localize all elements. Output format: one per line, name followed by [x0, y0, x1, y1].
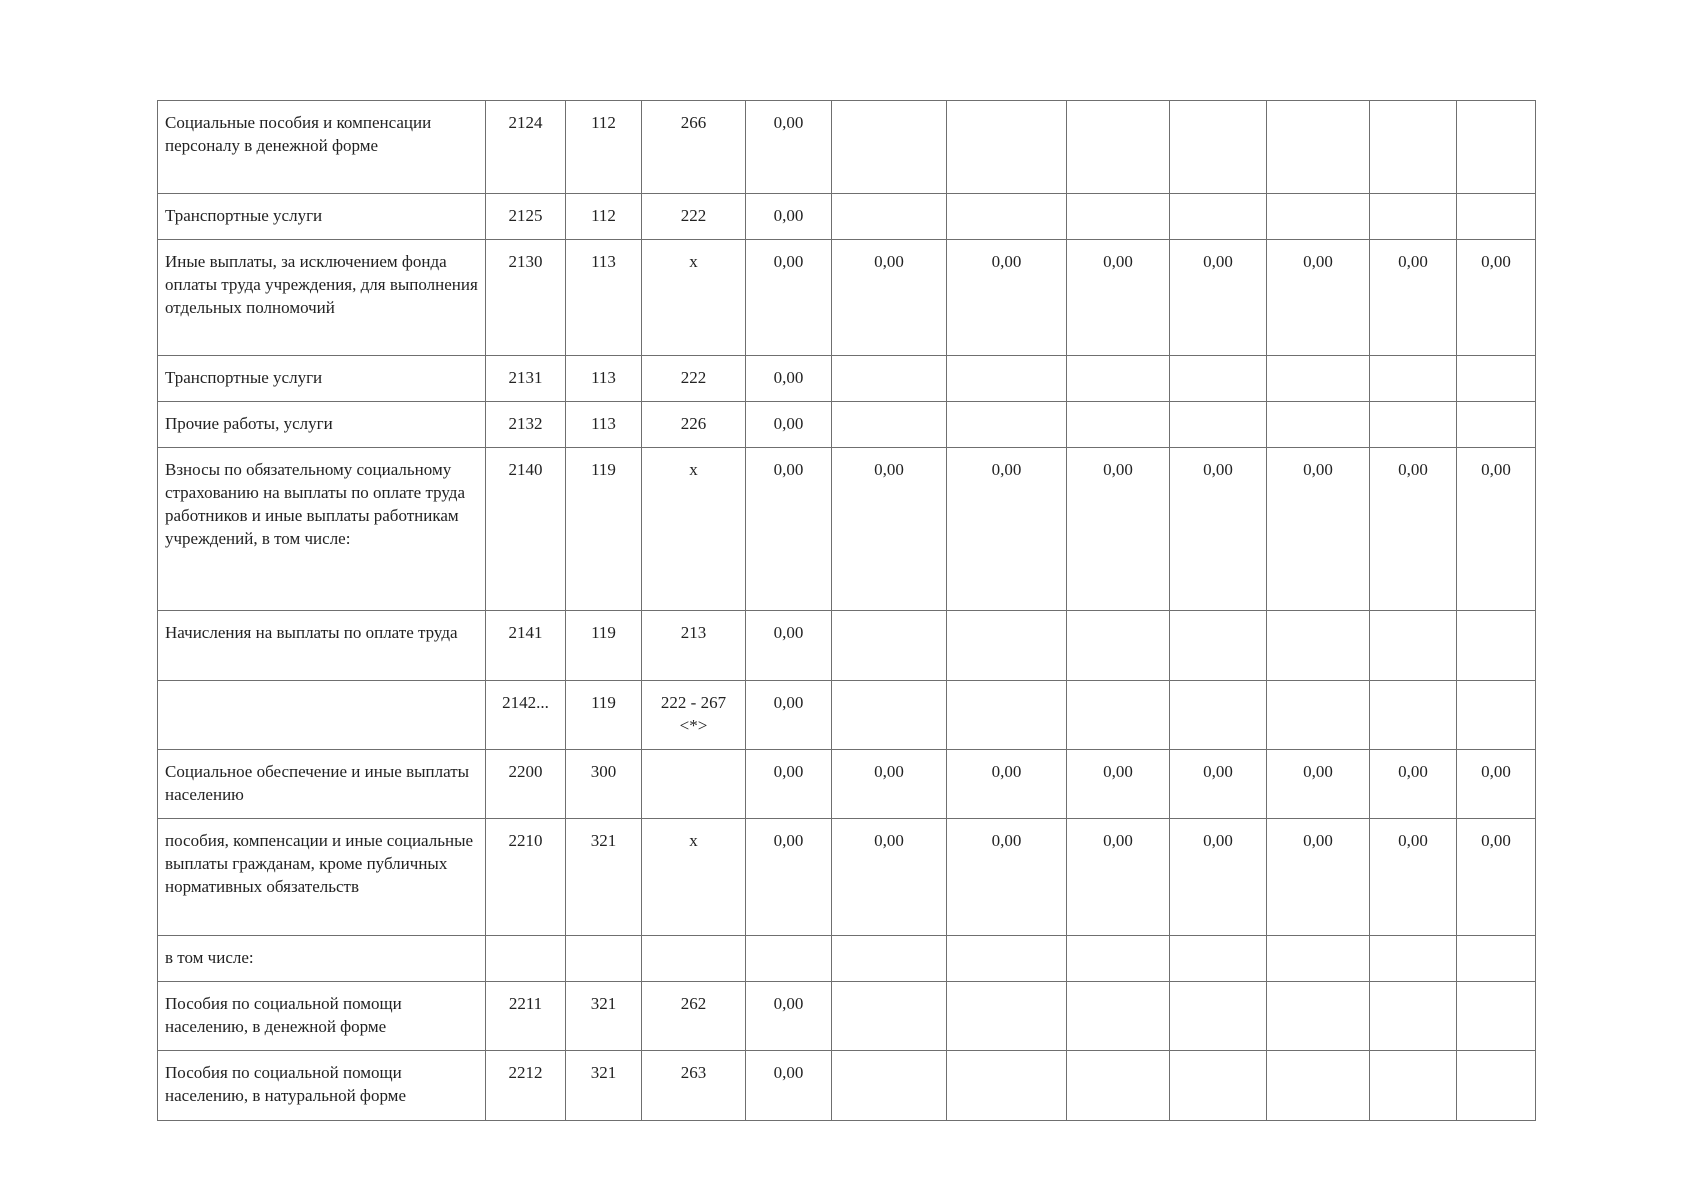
amount-cell: 0,00 [1170, 448, 1267, 611]
table-row [158, 356, 1536, 402]
amount-cell [1267, 402, 1370, 448]
amount-cell [1170, 681, 1267, 750]
amount-cell: 0,00 [746, 611, 832, 681]
amount-cell [1170, 356, 1267, 402]
amount-cell [947, 1051, 1067, 1121]
amount-cell: 0,00 [1067, 750, 1170, 819]
amount-cell [1267, 356, 1370, 402]
amount-cell: 0,00 [1370, 240, 1457, 356]
amount-cell [1370, 194, 1457, 240]
expense-code-cell: 300 [566, 750, 642, 819]
amount-cell: 0,00 [1170, 240, 1267, 356]
amount-cell [947, 402, 1067, 448]
amount-cell: 0,00 [1067, 240, 1170, 356]
amount-cell: 0,00 [1267, 448, 1370, 611]
amount-cell [1067, 194, 1170, 240]
amount-cell: 0,00 [1370, 448, 1457, 611]
amount-cell [1170, 611, 1267, 681]
amount-cell: 0,00 [1067, 448, 1170, 611]
amount-cell [947, 101, 1067, 194]
line-code-cell [486, 936, 566, 982]
amount-cell [832, 982, 947, 1051]
kosgu-cell: 222 - 267 <*> [642, 681, 746, 750]
amount-cell: 0,00 [746, 448, 832, 611]
row-name-cell: Начисления на выплаты по оплате труда [158, 611, 486, 681]
kosgu-cell [642, 750, 746, 819]
row-name-cell: Прочие работы, услуги [158, 402, 486, 448]
amount-cell: 0,00 [746, 750, 832, 819]
amount-cell [1457, 101, 1536, 194]
amount-cell: 0,00 [1457, 240, 1536, 356]
amount-cell [1370, 402, 1457, 448]
amount-cell [1370, 101, 1457, 194]
amount-cell: 0,00 [1170, 819, 1267, 936]
kosgu-cell: 222 [642, 356, 746, 402]
amount-cell [1267, 101, 1370, 194]
row-name-cell: пособия, компенсации и иные социальные выплаты гражданам, кроме публичных нормативных обязательств [158, 819, 486, 936]
amount-cell: 0,00 [1457, 750, 1536, 819]
amount-cell [1170, 936, 1267, 982]
amount-cell [1170, 982, 1267, 1051]
amount-cell [832, 681, 947, 750]
amount-cell [832, 402, 947, 448]
amount-cell [1067, 101, 1170, 194]
amount-cell [1067, 982, 1170, 1051]
line-code-cell: 2131 [486, 356, 566, 402]
amount-cell [832, 936, 947, 982]
table-row [158, 101, 1536, 194]
amount-cell [746, 936, 832, 982]
amount-cell [947, 194, 1067, 240]
amount-cell [1267, 681, 1370, 750]
amount-cell [832, 356, 947, 402]
amount-cell [832, 101, 947, 194]
kosgu-cell: x [642, 240, 746, 356]
amount-cell [1267, 1051, 1370, 1121]
amount-cell [1370, 611, 1457, 681]
line-code-cell: 2210 [486, 819, 566, 936]
amount-cell: 0,00 [1370, 750, 1457, 819]
table-row [158, 750, 1536, 819]
row-name-cell: Социальное обеспечение и иные выплаты населению [158, 750, 486, 819]
line-code-cell: 2132 [486, 402, 566, 448]
amount-cell: 0,00 [746, 819, 832, 936]
kosgu-cell: 213 [642, 611, 746, 681]
kosgu-cell: 262 [642, 982, 746, 1051]
amount-cell [1267, 194, 1370, 240]
table-body [158, 101, 1536, 1121]
amount-cell [947, 681, 1067, 750]
row-name-cell: в том числе: [158, 936, 486, 982]
expense-code-cell: 112 [566, 101, 642, 194]
amount-cell [1457, 936, 1536, 982]
line-code-cell: 2124 [486, 101, 566, 194]
kosgu-cell: 226 [642, 402, 746, 448]
expense-code-cell: 321 [566, 982, 642, 1051]
amount-cell [947, 936, 1067, 982]
amount-cell [1457, 611, 1536, 681]
amount-cell [1067, 681, 1170, 750]
amount-cell: 0,00 [1267, 750, 1370, 819]
budget-table [157, 100, 1536, 1121]
table-row [158, 240, 1536, 356]
row-name-cell: Взносы по обязательному социальному страхованию на выплаты по оплате труда работников и иные выплаты работникам учреждений, в том числе: [158, 448, 486, 611]
row-name-cell: Пособия по социальной помощи населению, в натуральной форме [158, 1051, 486, 1121]
table-row [158, 611, 1536, 681]
amount-cell: 0,00 [746, 194, 832, 240]
amount-cell [1267, 982, 1370, 1051]
expense-code-cell: 119 [566, 448, 642, 611]
amount-cell [1457, 194, 1536, 240]
amount-cell [1067, 1051, 1170, 1121]
kosgu-cell: 266 [642, 101, 746, 194]
amount-cell: 0,00 [832, 750, 947, 819]
line-code-cell: 2142... [486, 681, 566, 750]
table-row [158, 1051, 1536, 1121]
amount-cell [1170, 402, 1267, 448]
amount-cell [1267, 936, 1370, 982]
expense-code-cell: 321 [566, 1051, 642, 1121]
row-name-cell: Транспортные услуги [158, 356, 486, 402]
row-name-cell: Транспортные услуги [158, 194, 486, 240]
expense-code-cell: 321 [566, 819, 642, 936]
amount-cell [1457, 681, 1536, 750]
row-name-cell: Иные выплаты, за исключением фонда оплаты труда учреждения, для выполнения отдельных полномочий [158, 240, 486, 356]
amount-cell: 0,00 [746, 356, 832, 402]
kosgu-cell: 222 [642, 194, 746, 240]
table-row [158, 982, 1536, 1051]
amount-cell [832, 611, 947, 681]
kosgu-cell: x [642, 448, 746, 611]
amount-cell [1170, 194, 1267, 240]
table-row [158, 194, 1536, 240]
line-code-cell: 2200 [486, 750, 566, 819]
amount-cell [1267, 611, 1370, 681]
amount-cell: 0,00 [1170, 750, 1267, 819]
amount-cell: 0,00 [746, 982, 832, 1051]
row-name-cell: Социальные пособия и компенсации персоналу в денежной форме [158, 101, 486, 194]
amount-cell [1170, 1051, 1267, 1121]
expense-code-cell: 113 [566, 356, 642, 402]
amount-cell [1457, 402, 1536, 448]
amount-cell [1067, 402, 1170, 448]
row-name-cell: Пособия по социальной помощи населению, в денежной форме [158, 982, 486, 1051]
amount-cell: 0,00 [947, 819, 1067, 936]
line-code-cell: 2211 [486, 982, 566, 1051]
amount-cell: 0,00 [1267, 240, 1370, 356]
amount-cell [1067, 356, 1170, 402]
amount-cell [1067, 611, 1170, 681]
expense-code-cell: 113 [566, 240, 642, 356]
expense-code-cell: 113 [566, 402, 642, 448]
amount-cell [1370, 936, 1457, 982]
amount-cell [1170, 101, 1267, 194]
amount-cell: 0,00 [947, 448, 1067, 611]
amount-cell [1370, 1051, 1457, 1121]
amount-cell [947, 356, 1067, 402]
amount-cell [832, 1051, 947, 1121]
line-code-cell: 2212 [486, 1051, 566, 1121]
amount-cell: 0,00 [832, 448, 947, 611]
expense-code-cell [566, 936, 642, 982]
table-row [158, 448, 1536, 611]
amount-cell [1370, 982, 1457, 1051]
amount-cell: 0,00 [1457, 819, 1536, 936]
amount-cell: 0,00 [746, 681, 832, 750]
amount-cell [947, 611, 1067, 681]
amount-cell [832, 194, 947, 240]
amount-cell: 0,00 [947, 750, 1067, 819]
amount-cell [1457, 982, 1536, 1051]
table-row [158, 681, 1536, 750]
amount-cell: 0,00 [746, 402, 832, 448]
amount-cell: 0,00 [947, 240, 1067, 356]
kosgu-cell: x [642, 819, 746, 936]
amount-cell [1370, 681, 1457, 750]
expense-code-cell: 112 [566, 194, 642, 240]
amount-cell [1457, 1051, 1536, 1121]
line-code-cell: 2140 [486, 448, 566, 611]
amount-cell [1457, 356, 1536, 402]
expense-code-cell: 119 [566, 611, 642, 681]
amount-cell [1370, 356, 1457, 402]
amount-cell: 0,00 [746, 101, 832, 194]
amount-cell: 0,00 [1370, 819, 1457, 936]
expense-code-cell: 119 [566, 681, 642, 750]
kosgu-cell [642, 936, 746, 982]
amount-cell [947, 982, 1067, 1051]
row-name-cell [158, 681, 486, 750]
amount-cell: 0,00 [746, 1051, 832, 1121]
table-row [158, 402, 1536, 448]
table-row [158, 819, 1536, 936]
amount-cell: 0,00 [746, 240, 832, 356]
line-code-cell: 2125 [486, 194, 566, 240]
line-code-cell: 2141 [486, 611, 566, 681]
amount-cell: 0,00 [832, 819, 947, 936]
amount-cell: 0,00 [832, 240, 947, 356]
amount-cell: 0,00 [1267, 819, 1370, 936]
amount-cell: 0,00 [1067, 819, 1170, 936]
table-row [158, 936, 1536, 982]
amount-cell: 0,00 [1457, 448, 1536, 611]
amount-cell [1067, 936, 1170, 982]
line-code-cell: 2130 [486, 240, 566, 356]
kosgu-cell: 263 [642, 1051, 746, 1121]
